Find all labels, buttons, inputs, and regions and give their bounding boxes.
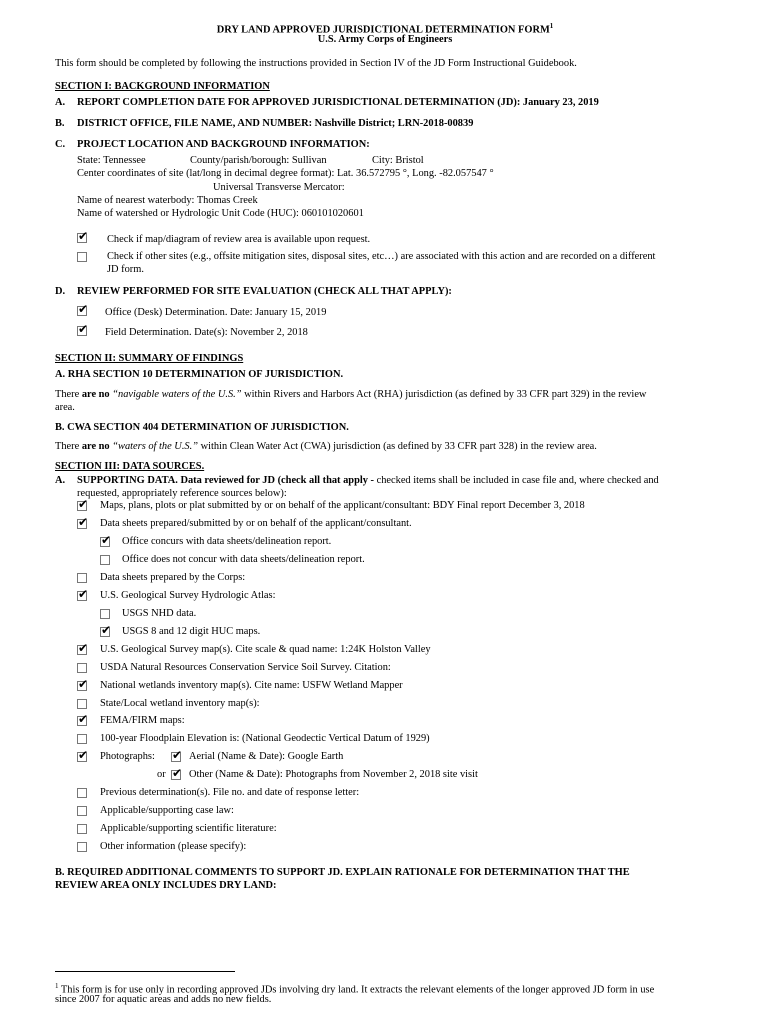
map-available-checkbox[interactable] xyxy=(77,229,89,243)
data-source-checkbox[interactable] xyxy=(77,788,87,798)
section1-heading: SECTION I: BACKGROUND INFORMATION xyxy=(55,81,270,92)
data-source-label: Maps, plans, plots or plat submitted by or on behalf of the applicant/consultant: BDY Final report December 3, 2018 xyxy=(100,500,585,511)
watershed-huc: Name of watershed or Hydrologic Unit Code (HUC): 060101020601 xyxy=(77,208,364,219)
checkmark-icon: ✔ xyxy=(78,677,89,691)
checkmark-icon: ✔ xyxy=(78,515,89,529)
checkmark-icon: ✔ xyxy=(101,623,112,637)
supporting-data-line2: requested, appropriately reference sources below): xyxy=(77,488,287,499)
section1-d-label: D. xyxy=(55,286,66,297)
data-source-checkbox[interactable] xyxy=(100,623,112,637)
checkmark-icon: ✔ xyxy=(78,587,89,601)
checkmark-icon: ✔ xyxy=(78,748,89,762)
data-source-label: Photographs: xyxy=(100,751,155,762)
data-source-label: Applicable/supporting case law: xyxy=(100,805,234,816)
checkmark-icon: ✔ xyxy=(78,322,89,336)
footnote-ref: 1 xyxy=(549,22,554,30)
data-source-label: USDA Natural Resources Conservation Service Soil Survey. Citation: xyxy=(100,662,391,673)
data-source-checkbox[interactable] xyxy=(100,555,110,565)
other-photo-label: Other (Name & Date): Photographs from November 2, 2018 site visit xyxy=(189,769,478,780)
data-source-label: Office concurs with data sheets/delineation report. xyxy=(122,536,332,547)
data-source-checkbox[interactable] xyxy=(100,609,110,619)
data-source-checkbox[interactable] xyxy=(100,533,112,547)
checkmark-icon: ✔ xyxy=(78,497,89,511)
checkmark-icon: ✔ xyxy=(78,302,89,316)
other-sites-label-line1: Check if other sites (e.g., offsite mitigation sites, disposal sites, etc…) are associated with this action and are recorded on a different xyxy=(107,251,656,262)
checkmark-icon: ✔ xyxy=(172,748,183,762)
data-source-label: FEMA/FIRM maps: xyxy=(100,715,185,726)
data-source-checkbox[interactable] xyxy=(77,515,89,529)
section2-heading: SECTION II: SUMMARY OF FINDINGS xyxy=(55,353,244,364)
data-source-checkbox[interactable] xyxy=(77,677,89,691)
other-photo-checkbox[interactable] xyxy=(171,766,183,780)
data-source-label: Office does not concur with data sheets/delineation report. xyxy=(122,554,365,565)
data-source-label: U.S. Geological Survey map(s). Cite scale & quad name: 1:24K Holston Valley xyxy=(100,644,431,655)
cwa-statement: There are no “waters of the U.S.” within Clean Water Act (CWA) jurisdiction (as defined by 33 CFR part 328) in the review area. xyxy=(55,441,597,452)
checkmark-icon: ✔ xyxy=(172,766,183,780)
data-source-checkbox[interactable] xyxy=(77,663,87,673)
center-coordinates: Center coordinates of site (lat/long in decimal degree format): Lat. 36.572795 °, Long. -82.057547 ° xyxy=(77,168,494,179)
checkmark-icon: ✔ xyxy=(78,229,89,243)
data-source-checkbox[interactable] xyxy=(77,699,87,709)
form-title: DRY LAND APPROVED JURISDICTIONAL DETERMINATION FORM$^1$ xyxy=(216,22,554,36)
required-comments-line1: B. REQUIRED ADDITIONAL COMMENTS TO SUPPORT JD. EXPLAIN RATIONALE FOR DETERMINATION THAT THE xyxy=(55,867,630,878)
data-source-checkbox[interactable] xyxy=(77,587,89,601)
data-source-label: Data sheets prepared/submitted by or on behalf of the applicant/consultant. xyxy=(100,518,412,529)
data-source-label: Previous determination(s). File no. and date of response letter: xyxy=(100,787,360,798)
data-source-checkbox[interactable] xyxy=(77,497,89,511)
data-source-label: Applicable/supporting scientific literature: xyxy=(100,823,277,834)
or-label: or xyxy=(157,769,166,780)
city-value: City: Bristol xyxy=(372,155,424,166)
review-performed-heading: REVIEW PERFORMED FOR SITE EVALUATION (CHECK ALL THAT APPLY): xyxy=(77,286,452,297)
aerial-photo-label: Aerial (Name & Date): Google Earth xyxy=(189,751,344,762)
field-determination-checkbox[interactable] xyxy=(77,322,89,336)
rha-statement-line2: area. xyxy=(55,402,75,413)
rha-heading: A. RHA SECTION 10 DETERMINATION OF JURISDICTION. xyxy=(55,369,344,380)
map-available-label: Check if map/diagram of review area is available upon request. xyxy=(107,234,371,245)
state-value: State: Tennessee xyxy=(77,155,146,166)
section1-b-label: B. xyxy=(55,118,65,129)
section3-heading: SECTION III: DATA SOURCES. xyxy=(55,461,205,472)
data-source-checkbox[interactable] xyxy=(77,734,87,744)
data-source-label: U.S. Geological Survey Hydrologic Atlas: xyxy=(100,590,276,601)
footnote-divider xyxy=(55,971,235,972)
data-source-checkbox[interactable] xyxy=(77,573,87,583)
checkmark-icon: ✔ xyxy=(101,533,112,547)
section3-a-label: A. xyxy=(55,475,66,486)
district-office-file: DISTRICT OFFICE, FILE NAME, AND NUMBER: Nashville District; LRN-2018-00839 xyxy=(77,118,474,129)
data-source-label: 100-year Floodplain Elevation is: (National Geodectic Vertical Datum of 1929) xyxy=(100,733,430,744)
section1-c-label: C. xyxy=(55,139,66,150)
section1-a-label: A. xyxy=(55,97,66,108)
agency-name: U.S. Army Corps of Engineers xyxy=(317,34,453,45)
office-determination-checkbox[interactable] xyxy=(77,302,89,316)
footnote-line1: $^1$ This form is for use only in recording approved JDs involving dry land. It extracts the relevant elements of the longer approved JD form in use xyxy=(55,982,655,996)
supporting-data-heading: SUPPORTING DATA. Data reviewed for JD (check all that apply - checked items shall be included in case file and, where checked and xyxy=(77,475,659,486)
data-source-checkbox[interactable] xyxy=(77,824,87,834)
county-value: County/parish/borough: Sullivan xyxy=(190,155,327,166)
data-source-checkbox[interactable] xyxy=(77,806,87,816)
required-comments-line2: REVIEW AREA ONLY INCLUDES DRY LAND: xyxy=(55,880,277,891)
data-source-label: USGS NHD data. xyxy=(122,608,197,619)
data-source-label: USGS 8 and 12 digit HUC maps. xyxy=(122,626,261,637)
office-determination-label: Office (Desk) Determination. Date: January 15, 2019 xyxy=(105,307,327,318)
data-source-checkbox[interactable] xyxy=(77,712,89,726)
data-source-label: National wetlands inventory map(s). Cite name: USFW Wetland Mapper xyxy=(100,680,403,691)
data-source-checkbox[interactable] xyxy=(77,842,87,852)
data-source-checkbox[interactable] xyxy=(77,748,89,762)
data-source-label: State/Local wetland inventory map(s): xyxy=(100,698,260,709)
footnote-line2: since 2007 for aquatic areas and adds no new fields. xyxy=(55,994,272,1005)
checkmark-icon: ✔ xyxy=(78,641,89,655)
rha-statement-line1: There are no “navigable waters of the U.S.” within Rivers and Harbors Act (RHA) jurisdiction (as defined by 33 CFR part 329) in the review xyxy=(55,389,647,400)
cwa-heading: B. CWA SECTION 404 DETERMINATION OF JURISDICTION. xyxy=(55,422,349,433)
data-source-checkbox[interactable] xyxy=(77,641,89,655)
project-location-heading: PROJECT LOCATION AND BACKGROUND INFORMATION: xyxy=(77,139,370,150)
report-completion-date: REPORT COMPLETION DATE FOR APPROVED JURISDICTIONAL DETERMINATION (JD): January 23, 2019 xyxy=(77,97,599,108)
other-sites-label-line2: JD form. xyxy=(107,264,144,275)
data-source-label: Other information (please specify): xyxy=(100,841,247,852)
nearest-waterbody: Name of nearest waterbody: Thomas Creek xyxy=(77,195,258,206)
instructions-text: This form should be completed by following the instructions provided in Section IV of the JD Form Instructional Guidebook. xyxy=(55,58,577,69)
other-sites-checkbox[interactable] xyxy=(77,252,87,262)
utm-label: Universal Transverse Mercator: xyxy=(213,182,345,193)
checkmark-icon: ✔ xyxy=(78,712,89,726)
aerial-photo-checkbox[interactable] xyxy=(171,748,183,762)
field-determination-label: Field Determination. Date(s): November 2, 2018 xyxy=(105,327,308,338)
data-source-label: Data sheets prepared by the Corps: xyxy=(100,572,246,583)
